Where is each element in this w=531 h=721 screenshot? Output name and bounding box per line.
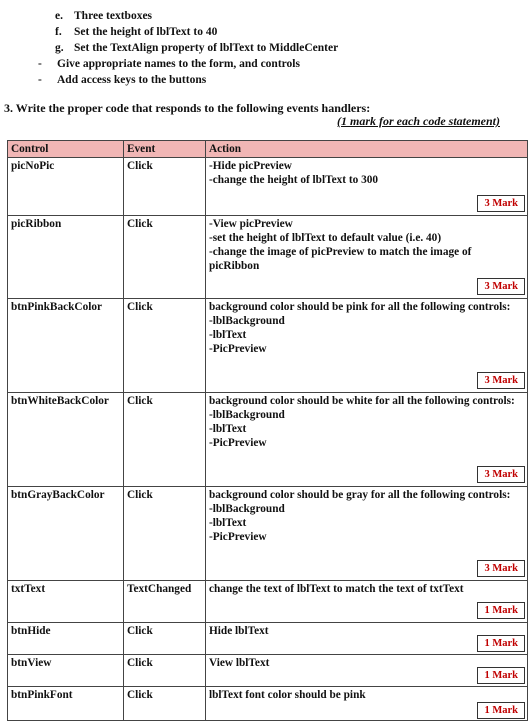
mark-badge: 1 Mark — [477, 635, 525, 652]
action-cell — [206, 687, 528, 721]
action-line: -lblText — [209, 329, 247, 341]
event-cell: Click — [124, 487, 206, 581]
action-line: -PicPreview — [209, 343, 267, 355]
control-cell: btnGrayBackColor — [8, 487, 124, 581]
list-marker: - — [38, 58, 42, 70]
action-cell — [206, 216, 528, 299]
header-action: Action — [206, 141, 528, 158]
action-line: -set the height of lblText to default value (i.e. 40) — [209, 232, 442, 244]
action-line: -View picPreview — [209, 218, 293, 230]
table-header-row — [8, 141, 528, 158]
control-cell: txtText — [8, 581, 124, 623]
action-line: -change the height of lblText to 300 — [209, 174, 379, 186]
action-line: -lblText — [209, 423, 247, 435]
table-row — [8, 655, 528, 687]
action-cell — [206, 158, 528, 216]
list-text: Set the TextAlign property of lblText to MiddleCenter — [74, 42, 339, 54]
action-line: -lblBackground — [209, 315, 285, 327]
action-cell — [206, 299, 528, 393]
action-line: -PicPreview — [209, 531, 267, 543]
action-cell — [206, 581, 528, 623]
event-cell: Click — [124, 687, 206, 721]
action-line: lblText font color should be pink — [209, 689, 366, 701]
action-line: Hide lblText — [209, 625, 269, 637]
header-control: Control — [8, 141, 124, 158]
mark-badge: 3 Mark — [477, 195, 525, 212]
control-cell: btnWhiteBackColor — [8, 393, 124, 487]
action-line: background color should be white for all the following controls: — [209, 395, 515, 407]
control-cell: btnPinkBackColor — [8, 299, 124, 393]
control-cell: picRibbon — [8, 216, 124, 299]
action-line: -lblBackground — [209, 409, 285, 421]
action-line: background color should be pink for all the following controls: — [209, 301, 511, 313]
table-row — [8, 487, 528, 581]
event-cell: Click — [124, 158, 206, 216]
action-line: -PicPreview — [209, 437, 267, 449]
action-line: change the text of lblText to match the text of txtText — [209, 583, 464, 595]
action-cell — [206, 393, 528, 487]
action-cell — [206, 655, 528, 687]
event-cell: TextChanged — [124, 581, 206, 623]
table-row — [8, 623, 528, 655]
list-marker: g. — [55, 42, 64, 54]
event-cell: Click — [124, 623, 206, 655]
table-row — [8, 216, 528, 299]
list-marker: f. — [55, 26, 62, 38]
question-heading: 3. Write the proper code that responds to the following events handlers: — [4, 101, 371, 115]
list-text: Three textboxes — [74, 10, 153, 22]
list-marker: - — [38, 74, 42, 86]
table-row — [8, 581, 528, 623]
action-line: -Hide picPreview — [209, 160, 292, 172]
header-event: Event — [124, 141, 206, 158]
event-cell: Click — [124, 655, 206, 687]
mark-badge: 3 Mark — [477, 560, 525, 577]
action-line: -lblBackground — [209, 503, 285, 515]
action-line: background color should be gray for all the following controls: — [209, 489, 511, 501]
action-line: View lblText — [209, 657, 270, 669]
mark-badge: 3 Mark — [477, 372, 525, 389]
action-cell — [206, 623, 528, 655]
control-cell: picNoPic — [8, 158, 124, 216]
table-row — [8, 393, 528, 487]
mark-badge: 1 Mark — [477, 602, 525, 619]
list-text: Give appropriate names to the form, and controls — [57, 58, 300, 70]
table-row — [8, 687, 528, 721]
list-text: Set the height of lblText to 40 — [74, 26, 218, 38]
mark-badge: 1 Mark — [477, 667, 525, 684]
control-cell: btnPinkFont — [8, 687, 124, 721]
mark-badge: 3 Mark — [477, 466, 525, 483]
table-row — [8, 299, 528, 393]
list-marker: e. — [55, 10, 63, 22]
event-cell: Click — [124, 299, 206, 393]
action-line: -change the image of picPreview to match the image of picRibbon — [209, 246, 472, 272]
event-handlers-table — [7, 140, 528, 721]
control-cell: btnView — [8, 655, 124, 687]
event-cell: Click — [124, 216, 206, 299]
list-text: Add access keys to the buttons — [57, 74, 207, 86]
mark-badge: 1 Mark — [477, 702, 525, 719]
table-row — [8, 158, 528, 216]
event-cell: Click — [124, 393, 206, 487]
mark-note: (1 mark for each code statement) — [337, 114, 500, 128]
action-cell — [206, 487, 528, 581]
control-cell: btnHide — [8, 623, 124, 655]
action-line: -lblText — [209, 517, 247, 529]
mark-badge: 3 Mark — [477, 278, 525, 295]
